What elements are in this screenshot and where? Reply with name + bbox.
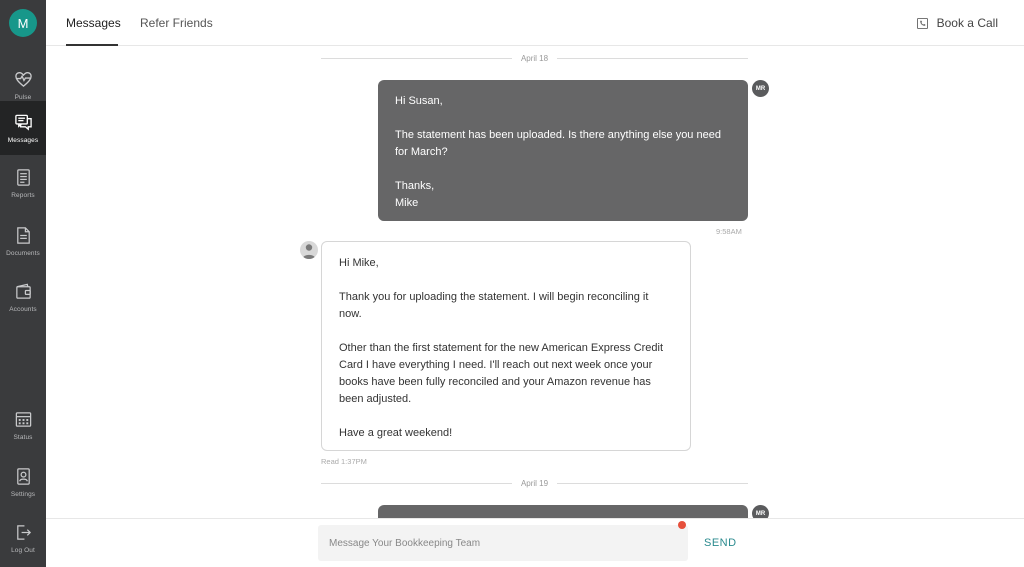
book-call-label: Book a Call <box>936 16 998 30</box>
message-line <box>339 272 673 289</box>
message-line: Have a great weekend! <box>339 427 453 439</box>
sender-avatar: MR <box>752 505 769 522</box>
person-icon <box>300 241 318 259</box>
date-label: April 19 <box>520 478 549 488</box>
message-line: Thanks, <box>395 180 435 192</box>
sender-avatar: MR <box>752 80 769 97</box>
sidebar <box>0 0 46 567</box>
active-tab-indicator <box>66 44 118 46</box>
read-receipt: Read 1:37PM <box>321 457 367 466</box>
message-line: Other than the first statement for the new American Express Credit Card I have everything I need. I'll reach out next week once your books have been fully reconciled and your Amazon revenue has been adjusted. <box>339 342 664 405</box>
message-line: Mike <box>395 197 419 209</box>
sidebar-item-label: Pulse <box>14 93 32 101</box>
logout-icon <box>14 523 33 542</box>
calendar-grid-icon <box>14 410 33 429</box>
sidebar-item-accounts[interactable] <box>0 270 46 324</box>
message-line <box>395 110 731 127</box>
message-line <box>339 408 673 425</box>
date-separator <box>321 52 748 64</box>
sidebar-item-status[interactable] <box>0 398 46 452</box>
sidebar-item-label: Log Out <box>11 546 35 554</box>
sidebar-item-label: Reports <box>11 191 35 199</box>
sidebar-item-settings[interactable] <box>0 455 46 509</box>
sidebar-item-documents[interactable] <box>0 214 46 268</box>
sidebar-item-log-out[interactable] <box>0 511 46 565</box>
sidebar-item-label: Settings <box>10 490 36 498</box>
send-button[interactable]: SEND <box>704 537 737 549</box>
message-line: Hi Susan, <box>395 95 443 107</box>
message-line <box>395 161 731 178</box>
sidebar-item-messages[interactable] <box>0 101 46 155</box>
date-separator <box>321 477 748 489</box>
user-avatar[interactable]: M <box>9 9 37 37</box>
sidebar-item-label: Accounts <box>9 305 37 313</box>
notification-dot <box>678 521 686 529</box>
incoming-message <box>321 241 691 451</box>
report-icon <box>14 168 33 187</box>
message-line: Thank you for uploading the statement. I will begin reconciling it now. <box>339 291 649 320</box>
message-input[interactable] <box>318 525 688 561</box>
recipient-avatar <box>300 241 318 259</box>
message-line <box>339 323 673 340</box>
date-label: April 18 <box>520 53 549 63</box>
message-composer <box>46 518 1024 567</box>
heart-pulse-icon <box>14 70 33 89</box>
message-line: Hi Mike, <box>339 257 379 269</box>
tab-messages[interactable]: Messages <box>66 16 121 30</box>
chat-icon <box>14 113 33 132</box>
tab-refer-friends[interactable]: Refer Friends <box>140 16 213 30</box>
message-timestamp: 9:58AM <box>716 227 742 236</box>
sidebar-item-label: Status <box>13 433 33 441</box>
message-line: The statement has been uploaded. Is there anything else you need for March? <box>395 129 721 158</box>
phone-icon <box>917 18 928 29</box>
sidebar-item-label: Messages <box>7 136 39 144</box>
wallet-icon <box>14 282 33 301</box>
document-icon <box>14 226 33 245</box>
sidebar-item-label: Documents <box>6 249 40 257</box>
settings-icon <box>14 467 33 486</box>
book-call-button[interactable] <box>917 16 998 30</box>
sidebar-item-reports[interactable] <box>0 156 46 210</box>
top-bar <box>46 0 1024 46</box>
outgoing-message <box>378 80 748 221</box>
